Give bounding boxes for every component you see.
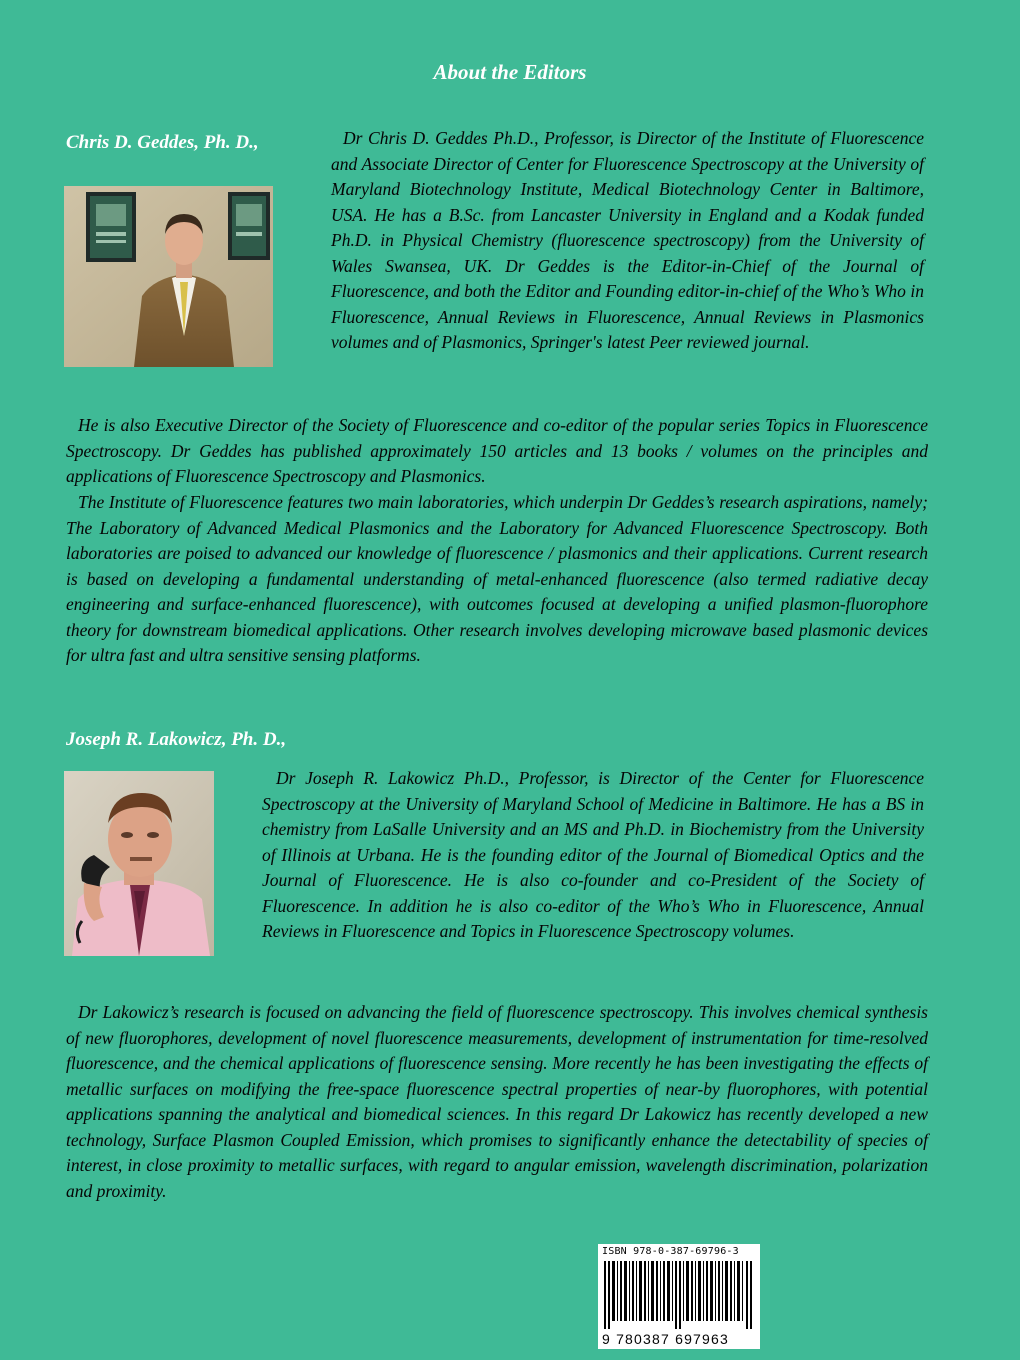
geddes-research-paragraph: The Institute of Fluorescence features two main laboratories, which underpin Dr Geddes’s research aspirations, namely; The Laboratory of Advanced Medical Plasmonics and the Laboratory for Advanced Fluorescence Spectroscopy. Both laboratories are poised to advanced our knowledge of fluorescence / plasmonics and their applications. Current research is based on developing a fundamental understanding of metal-enhanced fluorescence (also termed radiative decay engineering and surface-enhanced fluorescence), with outcomes focused at developing a unified plasmon-fluorophore theory for downstream biomedical applications. Other research involves developing microwave based plasmonic devices for ultra fast and ultra sensitive sensing platforms. xyxy=(66,492,928,665)
lakowicz-bio-intro: Dr Joseph R. Lakowicz Ph.D., Professor, is Director of the Center for Fluorescence Spectroscopy at the University of Maryland School of Medicine in Baltimore. He has a BS in chemistry from LaSalle University and an MS and Ph.D. in Biochemistry from the University of Illinois at Urbana. He is the founding editor of the Journal of Biomedical Optics and the Journal of Fluorescence. He is also co-founder and co-President of the Society of Fluorescence. In addition he is also co-editor of the Who’s Who in Fluorescence, Annual Reviews in Fluorescence and Topics in Fluorescence Spectroscopy volumes. xyxy=(262,768,924,941)
isbn-label: ISBN 978-0-387-69796-3 xyxy=(602,1246,739,1257)
barcode-digits: 9 780387 697963 xyxy=(602,1331,729,1347)
editor-name-geddes: Chris D. Geddes, Ph. D., xyxy=(66,132,259,153)
editor-name-lakowicz: Joseph R. Lakowicz, Ph. D., xyxy=(66,729,287,750)
geddes-bio-paragraph: He is also Executive Director of the Society of Fluorescence and co-editor of the popular series Topics in Fluorescence Spectroscopy. Dr Geddes has published approximately 150 articles and 13 books / volumes on the principles and applications of Fluorescence Spectroscopy and Plasmonics. xyxy=(66,415,928,486)
barcode-bars xyxy=(604,1261,754,1329)
page-heading: About the Editors xyxy=(433,60,587,84)
lakowicz-research-paragraph: Dr Lakowicz’s research is focused on advancing the field of fluorescence spectroscopy. This involves chemical synthesis of new fluorophores, development of novel fluorescence measurements, development of instrumentation for time-resolved fluorescence, and the chemical applications of fluorescence sensing. More recently he has been investigating the effects of metallic surfaces on modifying the free-space fluorescence spectral properties of near-by fluorophores, with potential applications spanning the analytical and biomedical sciences. In this regard Dr Lakowicz has recently developed a new technology, Surface Plasmon Coupled Emission, which promises to significantly enhance the detectability of species of interest, in close proximity to metallic surfaces, with regard to angular emission, wavelength discrimination, polarization and proximity. xyxy=(66,1002,928,1201)
isbn-barcode xyxy=(598,1244,760,1349)
geddes-bio-intro: Dr Chris D. Geddes Ph.D., Professor, is Director of the Institute of Fluorescence and Associate Director of Center for Fluorescence Spectroscopy at the University of Maryland Biotechnology Institute, Medical Biotechnology Center in Baltimore, USA. He has a B.Sc. from Lancaster University in England and a Kodak funded Ph.D. in Physical Chemistry (fluorescence spectroscopy) from the University of Wales Swansea, UK. Dr Geddes is the Editor-in-Chief of the Journal of Fluorescence, and both the Editor and Founding editor-in-chief of the Who’s Who in Fluorescence, Annual Reviews in Fluorescence, Annual Reviews in Plasmonics volumes and of Plasmonics, Springer's latest Peer reviewed journal. xyxy=(331,128,924,352)
lakowicz-photo xyxy=(64,771,214,956)
geddes-photo xyxy=(64,186,273,367)
